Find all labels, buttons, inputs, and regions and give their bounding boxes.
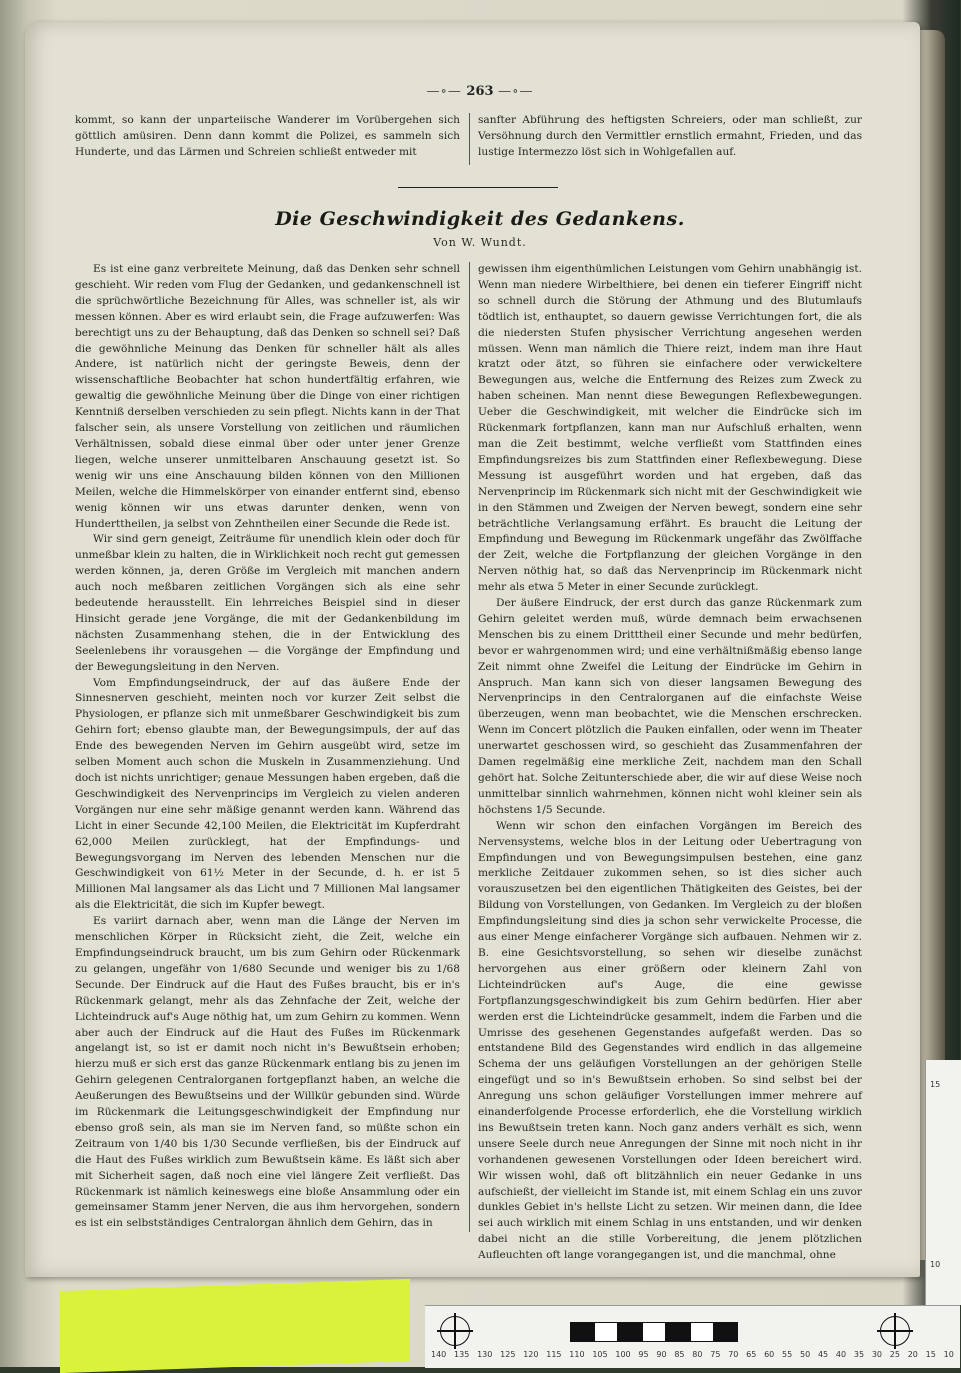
ruler-number: 70	[728, 1350, 739, 1359]
section-rule	[398, 187, 558, 188]
crosshair-target-icon	[440, 1316, 470, 1346]
paragraph: Wenn wir schon den einfachen Vorgängen im Bereich des Nervensystems, welche blos in der Leitung oder Uebertragung von Empfindungen und von Bewegungsimpulsen bestehen, eine ganz merkliche Zeitdauer zukommen sehen, so ist dies sicher auch vorauszusetzen bei den eigentlichen Thätigkeiten des Geistes, bei der Bildung von Vorstellungen, von Gedanken. Im Vergleich zu der bloßen Empfindungsleitung sind dies ja schon sehr verwickelte Processe, die aus einer Menge einfacherer Vorgänge sich aufbauen. Nehmen wir z. B. eine Gesichtsvorstellung, so sehen wir dieselbe zunächst hervorgehen aus einer größern oder kleinern Zahl von Lichteindrücken auf's Auge, die eine gewisse Fortpflanzungsgeschwindigkeit bis zum Gehirn bedürfen. Hier aber werden erst die Lichteindrücke gesammelt, indem die Farben und die Umrisse des gesehenen Gegenstandes aufgefaßt werden. Das so entstandene Bild des Gegenstandes wird endlich in das allgemeine Schema der uns geläufigen Vorstellungen an der gehörigen Stelle eingefügt und so in's Bewußtsein erhoben. So sind selbst bei der Anregung uns schon geläufiger Vorstellungen immer mehrere auf einanderfolgende Processe erforderlich, ehe die Vorstellung wirklich ins Bewußtsein treten kann. Noch ganz anders verhält es sich, wenn unsere Seele durch neue Anregungen der Sinne mit noch nicht in ihr vorhandenen gewesenen Vorstellungen oder Ideen bereichert wird. Wir wissen wohl, daß oft blitzähnlich ein neuer Gedanke in uns aufschießt, der vielleicht im Stande ist, mit einem Schlag ein uns zuvor dunkles Gebiet in's hellste Licht zu setzen. Wir meinen dann, die Idee sei auch wirklich mit einem Schlag in uns entstanden, und wir denken dabei nicht an die stille Vorbereitung, die jenem plötzlichen Aufleuchten oft lange vorangegangen ist, und die manchmal, ohne	[478, 819, 862, 1262]
top-right-text: sanfter Abführung des heftigsten Schreiers, oder man schließt, zur Versöhnung durch den Vermittler ernstlich ermahnt, Frieden, und das lustige Intermezzo löst sich in Wohlgefallen auf.	[478, 114, 862, 158]
article-title: Die Geschwindigkeit des Gedankens.	[275, 208, 685, 230]
top-left-text: kommt, so kann der unparteiische Wanderer im Vorübergehen sich göttlich amüsiren. Denn dann kommt die Polizei, es sammeln sich Hunderte, und das Lärmen und Schreien schließt entweder mit	[75, 114, 460, 158]
paragraph: Der äußere Eindruck, der erst durch das ganze Rückenmark zum Gehirn geleitet werden muß, würde demnach beim erwachsenen Menschen bis zu einem Dritttheil einer Secunde und mehr bedürfen, bevor er wahrgenommen wird; und eine verhältnißmäßig ebenso lange Zeit nimmt ohne Zweifel die Leitung der Eindrücke im Gehirn in Anspruch. Man kann sich von dieser langsamen Bewegung des Nervenprincips in den Centralorganen auf die einfachste Weise überzeugen, wenn man beobachtet, wie die Menschen erschrecken. Wenn im Concert plötzlich die Pauken einfallen, oder wenn im Theater unerwartet geschossen wird, so geschieht das Zusammenfahren der Damen regelmäßig eine merkliche Zeit, nachdem man den Schall gehört hat. Solche Zeitunterschiede aber, die wir auf diese Weise noch unmittelbar sinnlich wahrnehmen, können nicht wohl kleiner sein als höchstens 1/5 Secunde.	[478, 597, 862, 816]
top-right-column	[478, 113, 862, 161]
ruler-number: 120	[523, 1350, 539, 1359]
ruler-number: 80	[692, 1350, 703, 1359]
ruler-number: 95	[638, 1350, 649, 1359]
paragraph: Es variirt darnach aber, wenn man die Länge der Nerven im menschlichen Körper in Rücksicht zieht, die Zeit, welche ein Empfindungseindruck braucht, um bis zum Gehirn oder Rückenmark zu gelangen, ungefähr von 1/680 Secunde und weniger bis zu 1/68 Secunde. Der Eindruck auf die Haut des Fußes braucht, bis er in's Rückenmark gelangt, mehr als das Zehnfache der Zeit, welche der Lichteindruck auf's Auge nöthig hat, um zum Gehirn zu kommen. Wenn aber auch der Eindruck auf die Haut des Fußes im Rückenmark angelangt ist, so ist er damit noch nicht in's Bewußtsein erhoben; hierzu muß er sich erst das ganze Rückenmark entlang bis zu jenen im Gehirn gelegenen Centralorganen fortgepflanzt haben, an welche die Aeußerungen des Bewußtseins und der Willkür gebunden sind. Würde im Rückenmark die Leitungsgeschwindigkeit der Empfindung nur ebenso groß sein, als man sie im Nerven fand, so müßte schon ein Zeitraum von 1/40 bis 1/30 Secunde verfließen, bis der Eindruck auf die Haut des Fußes wirklich zum Bewußtsein käme. Es läßt sich aber mit Sicherheit sagen, daß noch eine viel längere Zeit verfließt. Das Rückenmark ist nämlich keineswegs eine bloße Ansammlung oder ein gemeinsamer Stamm jener Nerven, die aus ihm hervorgehen, sondern es ist ein selbstständiges Centralorgan ähnlich dem Gehirn, das in	[75, 915, 460, 1230]
ruler-number: 90	[656, 1350, 667, 1359]
color-checker-white	[690, 1322, 714, 1342]
color-checker-black	[618, 1322, 642, 1342]
side-scale-number: 15	[930, 1080, 941, 1089]
paragraph: Wir sind gern geneigt, Zeiträume für unendlich klein oder doch für unmeßbar klein zu halten, die in Wirklichkeit noch recht gut gemessen werden können, ja, deren Größe im Vergleich mit manchen andern auch noch meßbaren zeitlichen Vorgängen sich als eine sehr bedeutende herausstellt. Ein lehrreiches Beispiel sind in dieser Hinsicht gerade jene Vorgänge, die mit der Gedankenbildung im nächsten Zusammenhang stehen, die in der Entwicklung des Seelenlebens ihr vorausgehen — die Vorgänge der Empfindung und der Bewegungsleitung in den Nerven.	[75, 533, 460, 673]
ruler-number: 85	[674, 1350, 685, 1359]
ruler-number: 25	[889, 1350, 900, 1359]
ruler-number: 40	[835, 1350, 847, 1359]
side-scale-number: 10	[930, 1260, 941, 1269]
ruler-number: 55	[782, 1350, 793, 1359]
ruler-number: 110	[569, 1350, 585, 1359]
yellow-sticky-note	[60, 1279, 410, 1373]
color-checker-black	[666, 1322, 690, 1342]
paragraph: Vom Empfindungseindruck, der auf das äußere Ende der Sinnesnerven geschieht, meinten noch vor kurzer Zeit selbst die Physiologen, er pflanze sich mit unmeßbarer Geschwindigkeit bis zum Gehirn fort; ebenso glaubte man, der Bewegungsimpuls, der auf das Ende des bewegenden Nerven im Gehirn ausgeübt wird, setze im selben Moment auch schon die Muskeln in Zusammenziehung. Und doch ist nichts unrichtiger; genaue Messungen haben ergeben, daß die Geschwindigkeit des Nervenprincips im Vergleich zu vielen anderen Vorgängen nur eine sehr mäßige genannt werden kann. Während das Licht in einer Secunde 42,100 Meilen, die Elektricität im Kupferdraht 62,000 Meilen zurücklegt, hat der Empfindungs- und Bewegungsvorgang im Nerven des lebenden Menschen nur die Geschwindigkeit von 61½ Meter in der Secunde, d. h. er ist 5 Millionen Mal langsamer als das Licht und 7 Millionen Mal langsamer als die Elektricität, die sich im Kupfer bewegt.	[75, 676, 460, 912]
ruler-number: 50	[800, 1350, 811, 1359]
color-checker-black	[570, 1322, 594, 1342]
ruler-number: 30	[871, 1350, 882, 1359]
page-number: —∘— 263 —∘—	[426, 84, 534, 99]
ruler-number: 35	[853, 1350, 865, 1359]
paragraph: Es ist eine ganz verbreitete Meinung, daß das Denken sehr schnell geschieht. Wir reden vom Flug der Gedanken, und gedankenschnell ist die sprüchwörtliche Bezeichnung für Alles, was schneller ist, als wir messen können. Aber es wird erlaubt sein, die Frage aufzuwerfen: Was berechtigt uns zu der Behauptung, daß das Denken so schnell sei? Daß die gewöhnliche Meinung das Denken für schneller hält als alles Andere, ist natürlich nicht der geringste Beweis, denn der wissenschaftliche Beobachter hat schon hundertfältig erfahren, wie gewaltig die gewöhnliche Meinung über die Dinge von einer richtigen Kenntniß derselben verschieden zu sein pflegt. Nichts kann in der That falscher sein, als unsere Vorstellung von zeitlichen und räumlichen Verhältnissen, sobald diese einmal über oder unter jener Grenze liegen, welche unserer unmittelbaren Anschauung gesetzt ist. So wenig wir uns eine Anschauung bilden können von den Millionen Meilen, welche die Himmelskörper von einander entfernt sind, ebenso wenig können wir uns etwas darunter denken, wenn von Hunderttheilen, ja selbst von Zehntheilen einer Secunde die Rede ist.	[75, 263, 460, 530]
ruler-number: 20	[907, 1350, 918, 1359]
ruler-number: 140	[431, 1350, 447, 1359]
ruler-number: 115	[546, 1350, 562, 1359]
paragraph: gewissen ihm eigenthümlichen Leistungen vom Gehirn unabhängig ist. Wenn man niedere Wirbelthiere, bei denen ein tieferer Eingriff nicht so schnell durch die Störung der Athmung und des Blutumlaufs tödtlich ist, enthauptet, so dauern gewisse Verrichtungen fort, die als die niedersten Stufen physischer Verrichtung angesehen werden müssen. Wenn man nämlich die Thiere reizt, indem man ihre Haut kratzt oder ätzt, so führen sie einfachere oder verwickeltere Bewegungen aus, welche die Entfernung des Reizes zum Zweck zu haben scheinen. Man nennt diese Bewegungen Reflexbewegungen. Ueber die Geschwindigkeit, mit welcher die Eindrücke sich im Rückenmark fortpflanzen, kann man nur Aufschluß erhalten, wenn man die Zeit bestimmt, welche verfließt vom Stattfinden eines Empfindungsreizes bis zum Stattfinden einer Reflexbewegung. Diese Messung ist ausgeführt worden und hat ergeben, daß das Nervenprincip im Rückenmark sich nicht mit der Geschwindigkeit wie in den Stämmen und Zweigen der Nerven bewegt, sondern eine sehr beträchtliche Verlangsamung erfährt. Es braucht die Leitung der Empfindung und Bewegung im Rückenmark ungefähr das Zwölffache der Zeit, welche die Fortpflanzung der gleichen Vorgänge in den Nerven nöthig hat, so daß das Nervenprincip im Rückenmark nicht mehr als etwa 5 Meter in einer Secunde zurücklegt.	[478, 263, 862, 594]
color-checker-white	[594, 1322, 618, 1342]
ruler-number: 45	[817, 1350, 829, 1359]
top-left-column	[75, 113, 460, 161]
article-left-column	[75, 262, 460, 1232]
ruler-number: 75	[710, 1350, 721, 1359]
ruler-number: 15	[925, 1350, 936, 1359]
vertical-scale-ruler	[925, 1060, 961, 1305]
ruler-number: 60	[764, 1350, 775, 1359]
column-divider-main	[469, 262, 470, 1232]
column-divider-top	[469, 113, 470, 165]
ruler-number: 10	[943, 1350, 954, 1359]
ruler-number: 135	[454, 1350, 470, 1359]
crosshair-target-icon	[880, 1316, 910, 1346]
color-checker-white	[642, 1322, 666, 1342]
ruler-number: 65	[746, 1350, 757, 1359]
ruler-numbers	[425, 1350, 960, 1359]
ruler-number: 125	[500, 1350, 516, 1359]
ruler-number: 105	[592, 1350, 608, 1359]
ruler-number: 130	[477, 1350, 493, 1359]
article-right-column	[478, 262, 862, 1262]
color-checker-black	[714, 1322, 738, 1342]
article-author: Von W. Wundt.	[433, 236, 527, 249]
ruler-number: 100	[615, 1350, 631, 1359]
